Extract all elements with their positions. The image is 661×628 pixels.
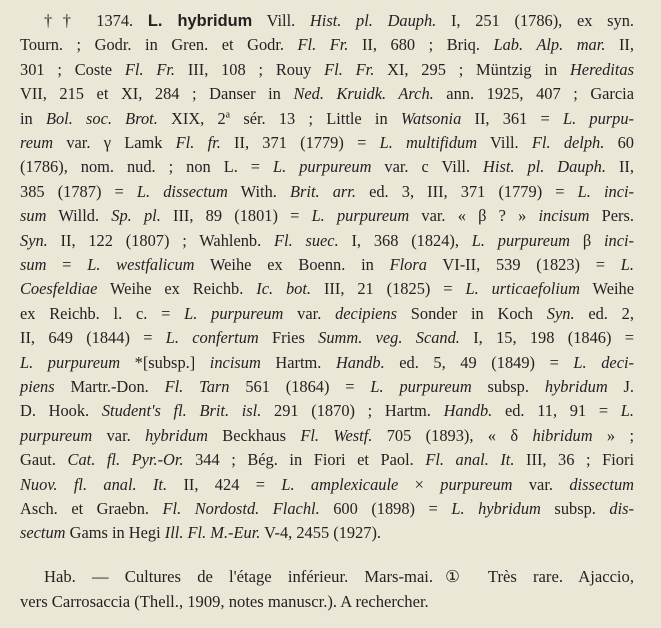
italic-text: Fl. delph. [531, 133, 605, 152]
entry-line [20, 34, 634, 56]
text-run: Fries [258, 328, 319, 348]
italic-text: Fl. fr. [175, 133, 221, 152]
italic-text: L. hybridum [451, 499, 541, 518]
italic-text: Lab. Alp. mar. [493, 35, 606, 55]
text-run: 705 (1893), « δ [372, 425, 533, 445]
italic-text: Cat. fl. Pyr.-Or. [67, 450, 184, 470]
italic-text: Summ. veg. Scand. [318, 328, 460, 348]
text-run: †† 1374. [44, 11, 148, 30]
text-run: I, 251 (1786), ex syn. [436, 11, 634, 30]
italic-text: Fl. Fr. [324, 59, 375, 79]
italic-text: L. dissectum [136, 181, 228, 201]
text-run: V-4, 2455 (1927). [260, 523, 382, 543]
text-run: Willd. [46, 206, 112, 226]
italic-text: Fl. suec. [274, 230, 339, 250]
italic-text: Ill. Fl. M.-Eur. [164, 523, 261, 543]
text-run: VI-II, 539 (1823) = [426, 255, 621, 274]
italic-text: L. amplexicaule [281, 474, 399, 494]
text-run: II, [605, 157, 634, 177]
italic-text: Hereditas [569, 59, 634, 79]
text-run: II, 122 (1807) ; Wahlenb. [47, 230, 274, 250]
entry-line [20, 376, 634, 398]
italic-text: sectum [20, 523, 66, 543]
text-run: × [398, 474, 441, 494]
entry-line [20, 230, 634, 252]
entry-line [20, 400, 634, 422]
text-run: I, 368 (1824), [338, 230, 472, 250]
italic-text: L. purpureum [311, 206, 410, 226]
italic-text: L. multifidum [379, 133, 478, 152]
text-run: var. « β ? » [409, 206, 539, 226]
italic-text: L. purpureum [20, 352, 121, 372]
italic-text: Coesfeldiae [20, 279, 98, 299]
text-run: » ; [592, 425, 634, 445]
text-run: XI, 295 ; Müntzig in [374, 59, 570, 79]
entry-line [20, 352, 634, 374]
text-run: Beckhaus [207, 425, 301, 445]
italic-text: Ic. bot. [256, 279, 312, 299]
italic-text: dissectum [569, 474, 634, 494]
entry-line [20, 278, 634, 300]
entry-line [20, 156, 634, 178]
italic-text: hibridum [532, 425, 593, 445]
text-run: Weihe ex Reichb. [97, 279, 257, 299]
text-run: XIX, 2 [157, 108, 226, 128]
entry-line [44, 10, 634, 32]
text-run: Hab. — Cultures de l'étage inférieur. Mars-mai.① Très rare. Ajaccio, [44, 567, 634, 586]
text-run: III, 108 ; Rouy [175, 59, 325, 79]
italic-text: Flora [389, 255, 427, 274]
text-run: 60 [604, 133, 634, 152]
italic-text: reum [20, 133, 54, 152]
italic-text: L. [620, 255, 634, 274]
text-run: Pers. [589, 206, 634, 226]
text-run: vers Carrosaccia (Thell., 1909, notes manuscr.). A rechercher. [20, 592, 429, 611]
text-run: ann. 1925, 407 ; Garcia [433, 84, 634, 104]
italic-text: dis- [609, 499, 635, 518]
text-run: With. [227, 181, 291, 201]
text-run: subsp. [540, 499, 610, 518]
text-run: var. [92, 425, 146, 445]
italic-text: incisum [538, 206, 590, 226]
italic-text: inci- [603, 230, 634, 250]
italic-text: L. [620, 401, 635, 421]
text-run: var. γ Lamk [53, 133, 176, 152]
text-run: II, [605, 35, 634, 55]
italic-text: Fl. Fr. [297, 35, 349, 55]
italic-text: Ned. Kruidk. Arch. [293, 84, 434, 104]
italic-text: L. purpureum [184, 303, 284, 323]
italic-text: L. purpureum [273, 157, 372, 177]
italic-text: L. confertum [165, 328, 259, 348]
italic-text: Sp. pl. [111, 206, 161, 226]
text-run: Hartm. [260, 352, 336, 372]
text-run: Gams in Hegi [65, 523, 165, 543]
entry-line [20, 425, 634, 447]
text-run: 561 (1864) = [229, 377, 371, 396]
text-run: 301 ; Coste [20, 59, 125, 79]
text-run: II, 371 (1779) = [220, 133, 380, 152]
italic-text: Nuov. fl. anal. It. [20, 474, 168, 494]
text-run: II, 361 = [461, 108, 563, 128]
italic-text: Student's fl. Brit. isl. [101, 401, 262, 421]
text-run: Tourn. ; Godr. in Gren. et Godr. [20, 35, 298, 55]
italic-text: Syn. [546, 303, 575, 323]
text-run: J. [607, 377, 634, 396]
entry-line [20, 59, 634, 81]
text-run: (1786), nom. nud. ; non L. = [20, 157, 274, 177]
italic-text: Syn. [20, 230, 48, 250]
text-run: var. [512, 474, 570, 494]
italic-text: incisum [209, 352, 261, 372]
text-run: II, 424 = [167, 474, 282, 494]
italic-text: L. westfalicum [87, 255, 195, 274]
entry-line [20, 474, 634, 496]
italic-text: hybridum [145, 425, 208, 445]
entry-line [20, 205, 634, 227]
italic-text: L. urticaefolium [465, 279, 580, 299]
text-run: Gaut. [20, 450, 68, 470]
text-run: III, 36 ; Fiori [514, 450, 634, 470]
text-run: Asch. et Graebn. [20, 499, 163, 518]
italic-text: Fl. anal. It. [425, 450, 515, 470]
italic-text: Hist. pl. Dauph. [309, 11, 437, 30]
entry-line [20, 522, 634, 544]
italic-text: Fl. Nordostd. Flachl. [162, 499, 320, 518]
text-run: in [20, 108, 46, 128]
text-run: sér. 13 ; Little in [230, 108, 401, 128]
italic-text: Fl. Tarn [164, 377, 230, 396]
text-run: subsp. [471, 377, 545, 396]
entry-line [20, 181, 634, 203]
italic-text: L. inci- [577, 181, 634, 201]
text-run: II, 649 (1844) = [20, 328, 166, 348]
text-run: Vill. [477, 133, 532, 152]
text-run: *[subsp.] [120, 352, 210, 372]
italic-text: L. deci- [573, 352, 634, 372]
taxon-name: L. hybridum [147, 12, 253, 30]
text-run: β [570, 230, 604, 250]
italic-text: hybridum [544, 377, 608, 396]
text-run: Weihe ex Boenn. in [194, 255, 390, 274]
italic-text: Watsonia [400, 108, 462, 128]
text-run: I, 15, 198 (1846) = [459, 328, 634, 348]
text-run: VII, 215 et XI, 284 ; Danser in [20, 84, 294, 104]
italic-text: L. purpureum [471, 230, 571, 250]
text-run: 385 (1787) = [20, 181, 137, 201]
italic-text: sum [20, 255, 47, 274]
entry-line [20, 327, 634, 349]
text-run: var. [283, 303, 336, 323]
text-run: a [225, 109, 231, 121]
text-run: D. Hook. [20, 401, 102, 421]
text-run: ed. 2, [574, 303, 634, 323]
text-run: = [46, 255, 88, 274]
italic-text: Handb. [443, 401, 493, 421]
text-run: Weihe [579, 279, 634, 299]
text-run: III, 89 (1801) = [160, 206, 312, 226]
italic-text: Fl. Westf. [300, 425, 373, 445]
text-run: III, 21 (1825) = [311, 279, 466, 299]
text-run: var. c Vill. [371, 157, 484, 177]
text-run: 600 (1898) = [319, 499, 452, 518]
italic-text: L. purpu- [562, 108, 635, 128]
habitat-line [20, 591, 634, 613]
text-run: Vill. [252, 11, 310, 30]
italic-text: sum [20, 206, 47, 226]
italic-text: Brit. arr. [290, 181, 356, 201]
italic-text: purpureum [440, 474, 513, 494]
text-run: 291 (1870) ; Hartm. [261, 401, 444, 421]
text-run: ed. 5, 49 (1849) = [384, 352, 574, 372]
entry-line [20, 449, 634, 471]
entry-line [20, 303, 634, 325]
habitat-line [44, 566, 634, 588]
italic-text: Bol. soc. Brot. [45, 108, 158, 128]
italic-text: decipiens [335, 303, 397, 323]
italic-text: Fl. Fr. [124, 59, 176, 79]
text-run: 344 ; Bég. in Fiori et Paol. [183, 450, 426, 470]
text-run: Sonder in Koch [396, 303, 547, 323]
text-run: Martr.-Don. [54, 377, 165, 396]
entry-line [20, 108, 634, 130]
italic-text: Hist. pl. Dauph. [483, 157, 606, 177]
italic-text: Handb. [335, 352, 385, 372]
italic-text: purpureum [20, 425, 93, 445]
text-run: ed. 3, III, 371 (1779) = [355, 181, 578, 201]
text-run: II, 680 ; Briq. [348, 35, 494, 55]
entry-line [20, 254, 634, 276]
text-run: ed. 11, 91 = [492, 401, 621, 421]
entry-line [20, 83, 634, 105]
italic-text: piens [20, 377, 55, 396]
text-run: ex Reichb. l. c. = [20, 303, 185, 323]
entry-line [20, 132, 634, 154]
italic-text: L. purpureum [370, 377, 472, 396]
entry-line [20, 498, 634, 520]
